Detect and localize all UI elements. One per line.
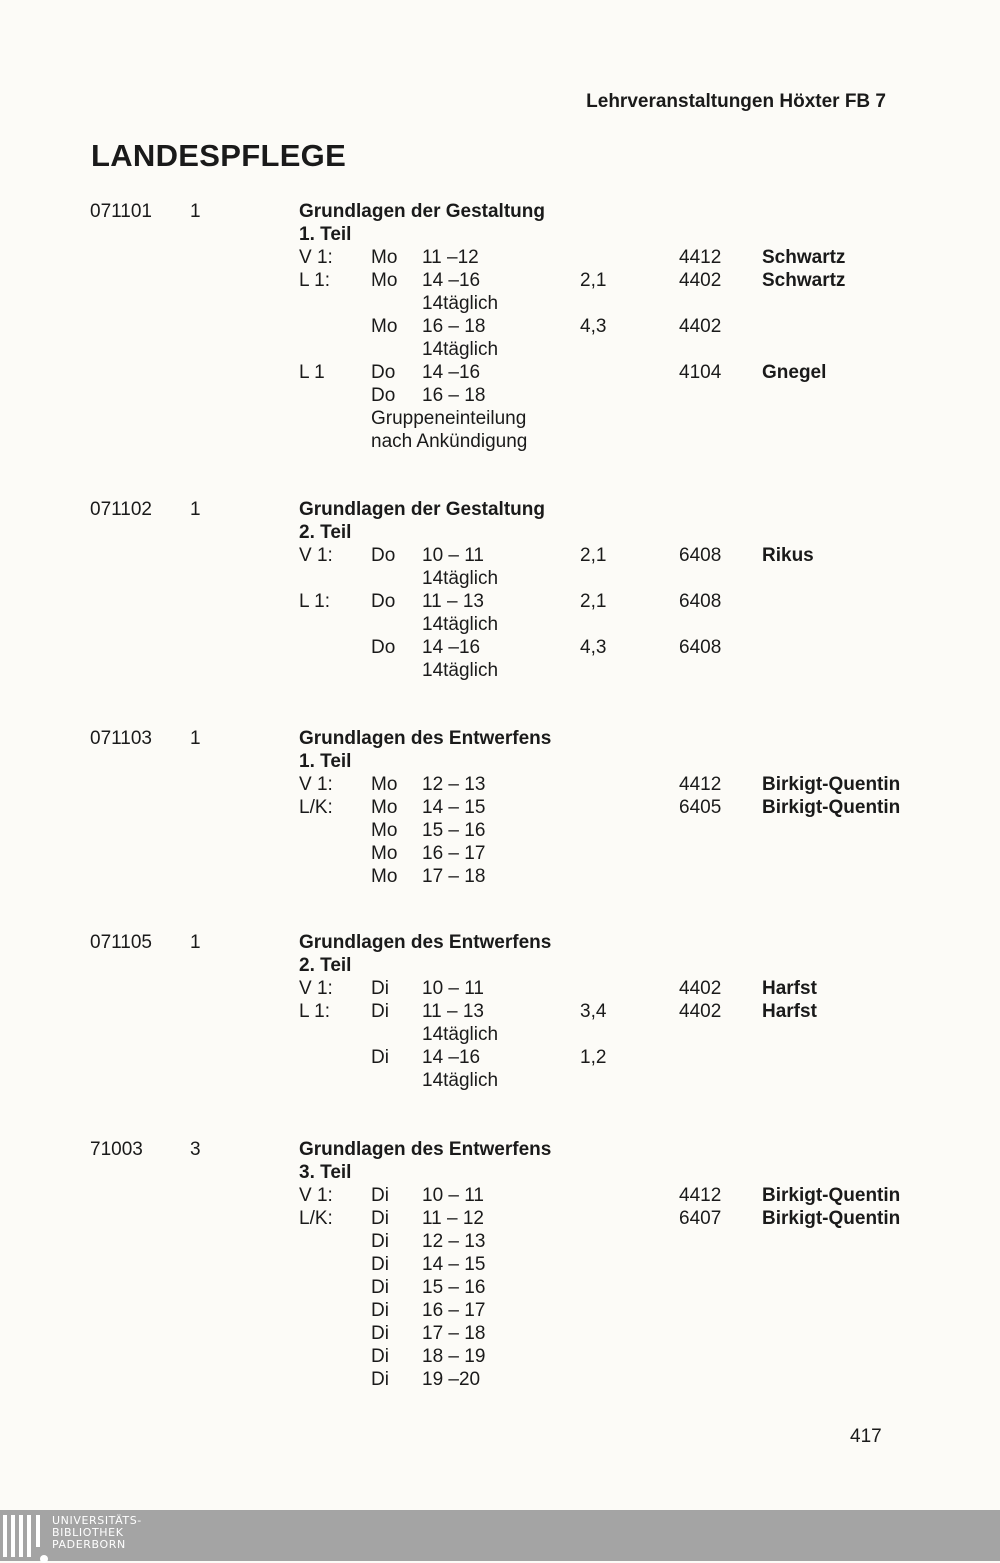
course-sws: 1	[190, 201, 201, 222]
session-time: 10 – 11	[422, 978, 484, 999]
session-day: Do	[371, 385, 396, 406]
session-row	[0, 590, 1000, 613]
session-day: nach Ankündigung	[371, 431, 528, 452]
session-row	[0, 1368, 1000, 1391]
session-day: Mo	[371, 270, 398, 291]
session-lecturer: Harfst	[762, 1001, 817, 1022]
course-title: Grundlagen der Gestaltung	[299, 201, 545, 222]
course-header-row	[0, 200, 1000, 223]
session-row	[0, 977, 1000, 1000]
session-lecturer: Birkigt-Quentin	[762, 1185, 901, 1206]
session-row	[0, 1322, 1000, 1345]
course-part: 2. Teil	[299, 955, 352, 976]
session-lecturer: Schwartz	[762, 270, 846, 291]
session-time: 18 – 19	[422, 1346, 486, 1367]
session-time: 14täglich	[422, 1024, 499, 1045]
logo-line: BIBLIOTHEK	[52, 1526, 124, 1539]
course-block	[0, 1138, 1000, 1391]
session-type: L 1:	[299, 1001, 330, 1022]
session-type: L 1:	[299, 270, 330, 291]
session-time: 14 –16	[422, 270, 481, 291]
session-time: 15 – 16	[422, 820, 486, 841]
session-day: Mo	[371, 820, 398, 841]
course-title: Grundlagen des Entwerfens	[299, 932, 552, 953]
course-part-row	[0, 1161, 1000, 1184]
session-day: Do	[371, 637, 396, 658]
page-number: 417	[850, 1426, 882, 1447]
session-row	[0, 865, 1000, 888]
session-lecturer: Birkigt-Quentin	[762, 774, 901, 795]
session-lecturer: Gnegel	[762, 362, 827, 383]
session-time: 12 – 13	[422, 1231, 486, 1252]
session-room: 6408	[679, 591, 722, 612]
session-room: 4402	[679, 270, 722, 291]
session-room: 4412	[679, 774, 722, 795]
session-time: 11 – 12	[422, 1208, 484, 1229]
session-day: Mo	[371, 774, 398, 795]
session-day: Mo	[371, 866, 398, 887]
course-sws: 1	[190, 728, 201, 749]
logo-line: UNIVERSITÄTS-	[52, 1514, 142, 1527]
session-time: 14täglich	[422, 293, 499, 314]
session-time: 14täglich	[422, 568, 499, 589]
session-time: 14 – 15	[422, 797, 486, 818]
session-room: 4402	[679, 1001, 722, 1022]
session-row	[0, 315, 1000, 338]
session-row	[0, 430, 1000, 453]
course-part-row	[0, 750, 1000, 773]
course-title: Grundlagen des Entwerfens	[299, 728, 552, 749]
session-row	[0, 1184, 1000, 1207]
session-group: 2,1	[580, 270, 607, 291]
session-group: 4,3	[580, 637, 607, 658]
session-day: Di	[371, 1369, 389, 1390]
session-row	[0, 338, 1000, 361]
session-type: V 1:	[299, 545, 333, 566]
session-type: L/K:	[299, 797, 333, 818]
session-day: Di	[371, 1208, 389, 1229]
session-time: 16 – 18	[422, 385, 486, 406]
session-lecturer: Rikus	[762, 545, 814, 566]
session-row	[0, 1207, 1000, 1230]
session-time: 12 – 13	[422, 774, 486, 795]
session-row	[0, 567, 1000, 590]
session-lecturer: Birkigt-Quentin	[762, 797, 901, 818]
session-day: Mo	[371, 797, 398, 818]
session-time: 14täglich	[422, 339, 499, 360]
session-time: 10 – 11	[422, 1185, 484, 1206]
session-lecturer: Schwartz	[762, 247, 846, 268]
running-header: Lehrveranstaltungen Höxter FB 7	[586, 91, 886, 112]
session-time: 11 –12	[422, 247, 479, 268]
session-room: 4412	[679, 1185, 722, 1206]
session-day: Di	[371, 1346, 389, 1367]
session-room: 4402	[679, 978, 722, 999]
session-row	[0, 1276, 1000, 1299]
session-day: Mo	[371, 247, 398, 268]
session-day: Do	[371, 362, 396, 383]
logo-line: PADERBORN	[52, 1538, 126, 1551]
session-room: 4412	[679, 247, 722, 268]
session-time: 14täglich	[422, 660, 499, 681]
session-type: V 1:	[299, 1185, 333, 1206]
session-day: Mo	[371, 316, 398, 337]
session-time: 14 –16	[422, 362, 481, 383]
session-row	[0, 613, 1000, 636]
session-row	[0, 1069, 1000, 1092]
session-row	[0, 1000, 1000, 1023]
session-time: 15 – 16	[422, 1277, 486, 1298]
session-time: 16 – 17	[422, 1300, 486, 1321]
session-group: 4,3	[580, 316, 607, 337]
library-logo-text	[52, 1515, 142, 1551]
session-day: Di	[371, 1001, 389, 1022]
session-row	[0, 407, 1000, 430]
course-block	[0, 200, 1000, 453]
course-sws: 3	[190, 1139, 201, 1160]
session-row	[0, 636, 1000, 659]
course-part-row	[0, 521, 1000, 544]
session-time: 17 – 18	[422, 1323, 486, 1344]
session-day: Mo	[371, 843, 398, 864]
session-day: Di	[371, 978, 389, 999]
session-day: Di	[371, 1185, 389, 1206]
course-block	[0, 498, 1000, 682]
section-title: LANDESPFLEGE	[91, 138, 347, 173]
course-number: 071101	[90, 201, 152, 222]
session-row	[0, 246, 1000, 269]
course-block	[0, 931, 1000, 1092]
session-time: 11 – 13	[422, 1001, 484, 1022]
course-header-row	[0, 931, 1000, 954]
session-row	[0, 1299, 1000, 1322]
session-day: Di	[371, 1323, 389, 1344]
session-group: 2,1	[580, 545, 607, 566]
library-logo-icon	[3, 1515, 47, 1557]
course-part-row	[0, 954, 1000, 977]
course-part: 1. Teil	[299, 751, 352, 772]
session-time: 14 –16	[422, 1047, 481, 1068]
session-day: Do	[371, 591, 396, 612]
session-row	[0, 544, 1000, 567]
session-time: 11 – 13	[422, 591, 484, 612]
session-lecturer: Harfst	[762, 978, 817, 999]
course-sws: 1	[190, 932, 201, 953]
session-group: 1,2	[580, 1047, 607, 1068]
session-room: 6405	[679, 797, 722, 818]
session-day: Di	[371, 1047, 389, 1068]
session-row	[0, 1023, 1000, 1046]
session-row	[0, 269, 1000, 292]
session-time: 10 – 11	[422, 545, 484, 566]
session-room: 4402	[679, 316, 722, 337]
session-type: L 1	[299, 362, 325, 383]
session-row	[0, 796, 1000, 819]
course-part-row	[0, 223, 1000, 246]
session-type: V 1:	[299, 247, 333, 268]
session-row	[0, 773, 1000, 796]
session-type: V 1:	[299, 774, 333, 795]
session-time: 14 –16	[422, 637, 481, 658]
session-row	[0, 842, 1000, 865]
session-day: Di	[371, 1254, 389, 1275]
session-day: Do	[371, 545, 396, 566]
session-lecturer: Birkigt-Quentin	[762, 1208, 901, 1229]
session-type: V 1:	[299, 978, 333, 999]
course-number: 71003	[90, 1139, 143, 1160]
session-row	[0, 1230, 1000, 1253]
session-room: 6408	[679, 545, 722, 566]
session-row	[0, 1046, 1000, 1069]
course-number: 071102	[90, 499, 152, 520]
course-number: 071105	[90, 932, 152, 953]
course-header-row	[0, 727, 1000, 750]
course-header-row	[0, 498, 1000, 521]
course-sws: 1	[190, 499, 201, 520]
course-title: Grundlagen des Entwerfens	[299, 1139, 552, 1160]
session-day: Di	[371, 1277, 389, 1298]
session-row	[0, 361, 1000, 384]
session-row	[0, 1345, 1000, 1368]
session-time: 14täglich	[422, 1070, 499, 1091]
session-time: 16 – 18	[422, 316, 486, 337]
session-type: L 1:	[299, 591, 330, 612]
session-row	[0, 1253, 1000, 1276]
session-row	[0, 384, 1000, 407]
session-room: 6408	[679, 637, 722, 658]
session-time: 14täglich	[422, 614, 499, 635]
session-group: 2,1	[580, 591, 607, 612]
library-footer	[0, 1510, 1000, 1561]
session-row	[0, 819, 1000, 842]
course-number: 071103	[90, 728, 152, 749]
session-time: 19 –20	[422, 1369, 481, 1390]
session-type: L/K:	[299, 1208, 333, 1229]
session-room: 6407	[679, 1208, 722, 1229]
course-block	[0, 727, 1000, 888]
session-day: Di	[371, 1300, 389, 1321]
course-part: 2. Teil	[299, 522, 352, 543]
session-time: 14 – 15	[422, 1254, 486, 1275]
session-room: 4104	[679, 362, 722, 383]
session-row	[0, 659, 1000, 682]
course-header-row	[0, 1138, 1000, 1161]
course-part: 3. Teil	[299, 1162, 352, 1183]
session-time: 16 – 17	[422, 843, 486, 864]
course-title: Grundlagen der Gestaltung	[299, 499, 545, 520]
session-row	[0, 292, 1000, 315]
course-part: 1. Teil	[299, 224, 352, 245]
session-day: Gruppeneinteilung	[371, 408, 527, 429]
session-time: 17 – 18	[422, 866, 486, 887]
session-group: 3,4	[580, 1001, 607, 1022]
session-day: Di	[371, 1231, 389, 1252]
